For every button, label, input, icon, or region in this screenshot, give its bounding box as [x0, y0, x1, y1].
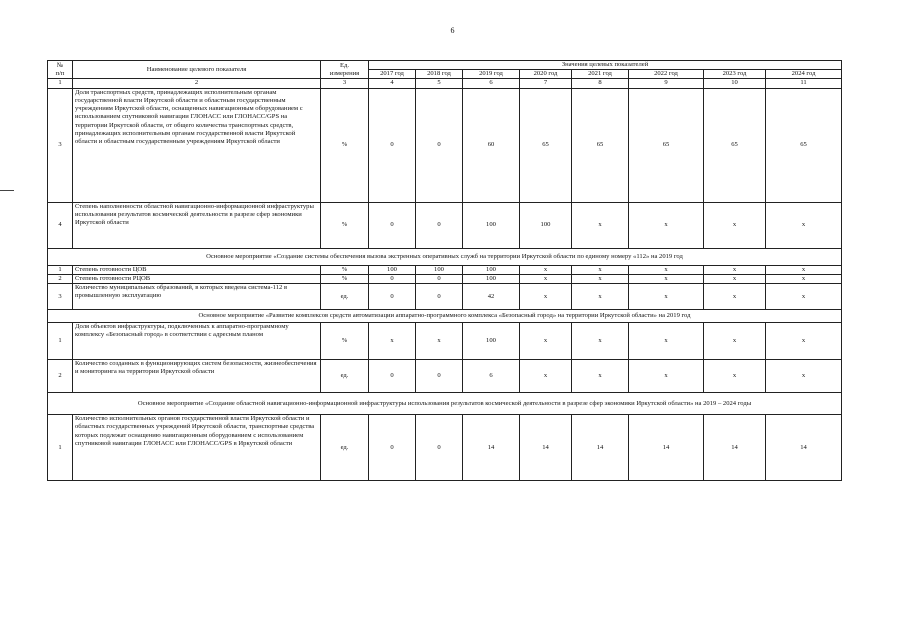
year-value: 0	[416, 360, 463, 393]
header-year: 2018 год	[416, 70, 463, 79]
row-number: 3	[48, 284, 73, 310]
year-value: 0	[369, 274, 416, 283]
year-value: 14	[704, 415, 766, 481]
year-value: х	[766, 323, 842, 360]
header-year: 2023 год	[704, 70, 766, 79]
year-value: 0	[416, 274, 463, 283]
year-value: х	[704, 265, 766, 274]
unit: ед.	[321, 360, 369, 393]
unit: %	[321, 265, 369, 274]
column-index: 2	[73, 79, 321, 88]
row-number: 1	[48, 323, 73, 360]
year-value: х	[572, 265, 629, 274]
year-value: х	[572, 284, 629, 310]
header-year: 2021 год	[572, 70, 629, 79]
year-value: 100	[520, 202, 572, 248]
table-row	[48, 323, 842, 360]
indicator-name: Степень наполненности областной навигационно-информационной инфраструктуры использования результатов космической деятельности в разрезе сфер экономики Иркутской области	[73, 202, 321, 248]
header-year: 2024 год	[766, 70, 842, 79]
indicator-name: Доля транспортных средств, принадлежащих исполнительным органам государственной власти Иркутской области и областным государственным учреждениям Иркутской области, оснащенных навигационным оборудованием с использованием спутниковой навигации ГЛОНАСС или ГЛОНАСС/GPS на территории Иркутской области, от общего количества транспортных средств, принадлежащих исполнительным органам государственной власти Иркутской области и областным государственным учреждениям Иркутской области	[73, 88, 321, 202]
section-title: Основное мероприятие «Создание областной навигационно-информационной инфраструктуры использования результатов космической деятельности в разрезе сфер экономики Иркутской области» на 2019 – 2024 годы	[48, 393, 842, 415]
row-number: 3	[48, 88, 73, 202]
section-title: Основное мероприятие «Создание системы обеспечения вызова экстренных оперативных служб на территории Иркутской области по единому номеру «112» на 2019 год	[48, 248, 842, 265]
year-value: 65	[704, 88, 766, 202]
year-value: х	[704, 323, 766, 360]
year-value: х	[572, 202, 629, 248]
year-value: 14	[463, 415, 520, 481]
table-row	[48, 202, 842, 248]
indicator-name: Количество муниципальных образований, в которых введена система-112 в промышленную эксплуатацию	[73, 284, 321, 310]
year-value: х	[572, 323, 629, 360]
section-row	[48, 248, 842, 265]
indicator-name: Степень готовности РЦОВ	[73, 274, 321, 283]
column-index: 4	[369, 79, 416, 88]
page-number: 6	[450, 26, 455, 35]
year-value: х	[766, 274, 842, 283]
year-value: х	[572, 360, 629, 393]
year-value: х	[416, 323, 463, 360]
year-value: х	[629, 274, 704, 283]
table-row	[48, 415, 842, 481]
year-value: 42	[463, 284, 520, 310]
year-value: х	[369, 323, 416, 360]
year-value: 14	[520, 415, 572, 481]
year-value: х	[629, 202, 704, 248]
year-value: х	[520, 284, 572, 310]
column-index: 9	[629, 79, 704, 88]
column-index: 10	[704, 79, 766, 88]
year-value: х	[629, 265, 704, 274]
header-year: 2019 год	[463, 70, 520, 79]
header-values-group: Значения целевых показателей	[369, 61, 842, 70]
year-value: 6	[463, 360, 520, 393]
year-value: х	[766, 360, 842, 393]
row-number: 2	[48, 360, 73, 393]
year-value: х	[520, 265, 572, 274]
indicator-name: Степень готовности ЦОВ	[73, 265, 321, 274]
year-value: 14	[629, 415, 704, 481]
header-name: Наименование целевого показателя	[73, 61, 321, 79]
unit: %	[321, 88, 369, 202]
row-number: 1	[48, 415, 73, 481]
header-row	[48, 61, 842, 70]
year-value: 0	[369, 360, 416, 393]
section-title: Основное мероприятие «Развитие комплексов средств автоматизации аппаратно-программного комплекса «Безопасный город» на территории Иркутской области» на 2019 год	[48, 310, 842, 323]
year-value: х	[766, 265, 842, 274]
year-value: 0	[369, 284, 416, 310]
unit: %	[321, 323, 369, 360]
year-value: 65	[629, 88, 704, 202]
year-value: 100	[463, 323, 520, 360]
year-value: х	[704, 202, 766, 248]
year-value: х	[520, 323, 572, 360]
year-value: х	[572, 274, 629, 283]
year-value: х	[704, 360, 766, 393]
header-unit: Ед. измерения	[321, 61, 369, 79]
row-number: 2	[48, 274, 73, 283]
year-value: х	[629, 323, 704, 360]
year-value: 65	[572, 88, 629, 202]
column-index: 6	[463, 79, 520, 88]
indicator-name: Количество созданных в функционирующих систем безопасности, жизнеобеспечения и мониторинга на территории Иркутской области	[73, 360, 321, 393]
column-index-row	[48, 79, 842, 88]
row-number: 1	[48, 265, 73, 274]
column-index: 7	[520, 79, 572, 88]
year-value: х	[704, 284, 766, 310]
year-value: 14	[766, 415, 842, 481]
row-number: 4	[48, 202, 73, 248]
year-value: 0	[416, 202, 463, 248]
column-index: 1	[48, 79, 73, 88]
table-row	[48, 274, 842, 283]
table-row	[48, 360, 842, 393]
scan-edge-mark	[0, 190, 14, 191]
year-value: 0	[369, 415, 416, 481]
table-row	[48, 284, 842, 310]
year-value: 65	[520, 88, 572, 202]
year-value: х	[520, 274, 572, 283]
year-value: 14	[572, 415, 629, 481]
table-row	[48, 265, 842, 274]
year-value: 65	[766, 88, 842, 202]
year-value: 100	[463, 265, 520, 274]
year-value: 0	[369, 202, 416, 248]
column-index: 3	[321, 79, 369, 88]
year-value: 100	[369, 265, 416, 274]
table-row	[48, 88, 842, 202]
header-year: 2020 год	[520, 70, 572, 79]
section-row	[48, 393, 842, 415]
year-value: х	[766, 202, 842, 248]
indicator-name: Доля объектов инфраструктуры, подключенных к аппаратно-программному комплексу «Безопасный город» в соответствии с адресным планом	[73, 323, 321, 360]
target-indicators-table	[47, 60, 842, 481]
year-value: 100	[416, 265, 463, 274]
year-value: х	[629, 284, 704, 310]
year-value: 0	[416, 415, 463, 481]
indicator-name: Количество исполнительных органов государственной власти Иркутской области и областных государственных учреждений Иркутской области, транспортные средства которых подлежат оснащению навигационным оборудованием с использованием спутниковой навигации ГЛОНАСС или ГЛОНАСС/GPS в Иркутской области	[73, 415, 321, 481]
section-row	[48, 310, 842, 323]
header-year: 2017 год	[369, 70, 416, 79]
unit: %	[321, 202, 369, 248]
year-value: х	[704, 274, 766, 283]
unit: ед.	[321, 284, 369, 310]
year-value: 100	[463, 274, 520, 283]
year-value: х	[629, 360, 704, 393]
year-value: х	[766, 284, 842, 310]
header-year: 2022 год	[629, 70, 704, 79]
year-value: 60	[463, 88, 520, 202]
year-value: 100	[463, 202, 520, 248]
column-index: 5	[416, 79, 463, 88]
column-index: 8	[572, 79, 629, 88]
year-value: 0	[416, 88, 463, 202]
column-index: 11	[766, 79, 842, 88]
year-value: 0	[369, 88, 416, 202]
unit: ед.	[321, 415, 369, 481]
year-value: 0	[416, 284, 463, 310]
header-num: № п/п	[48, 61, 73, 79]
unit: %	[321, 274, 369, 283]
year-value: х	[520, 360, 572, 393]
